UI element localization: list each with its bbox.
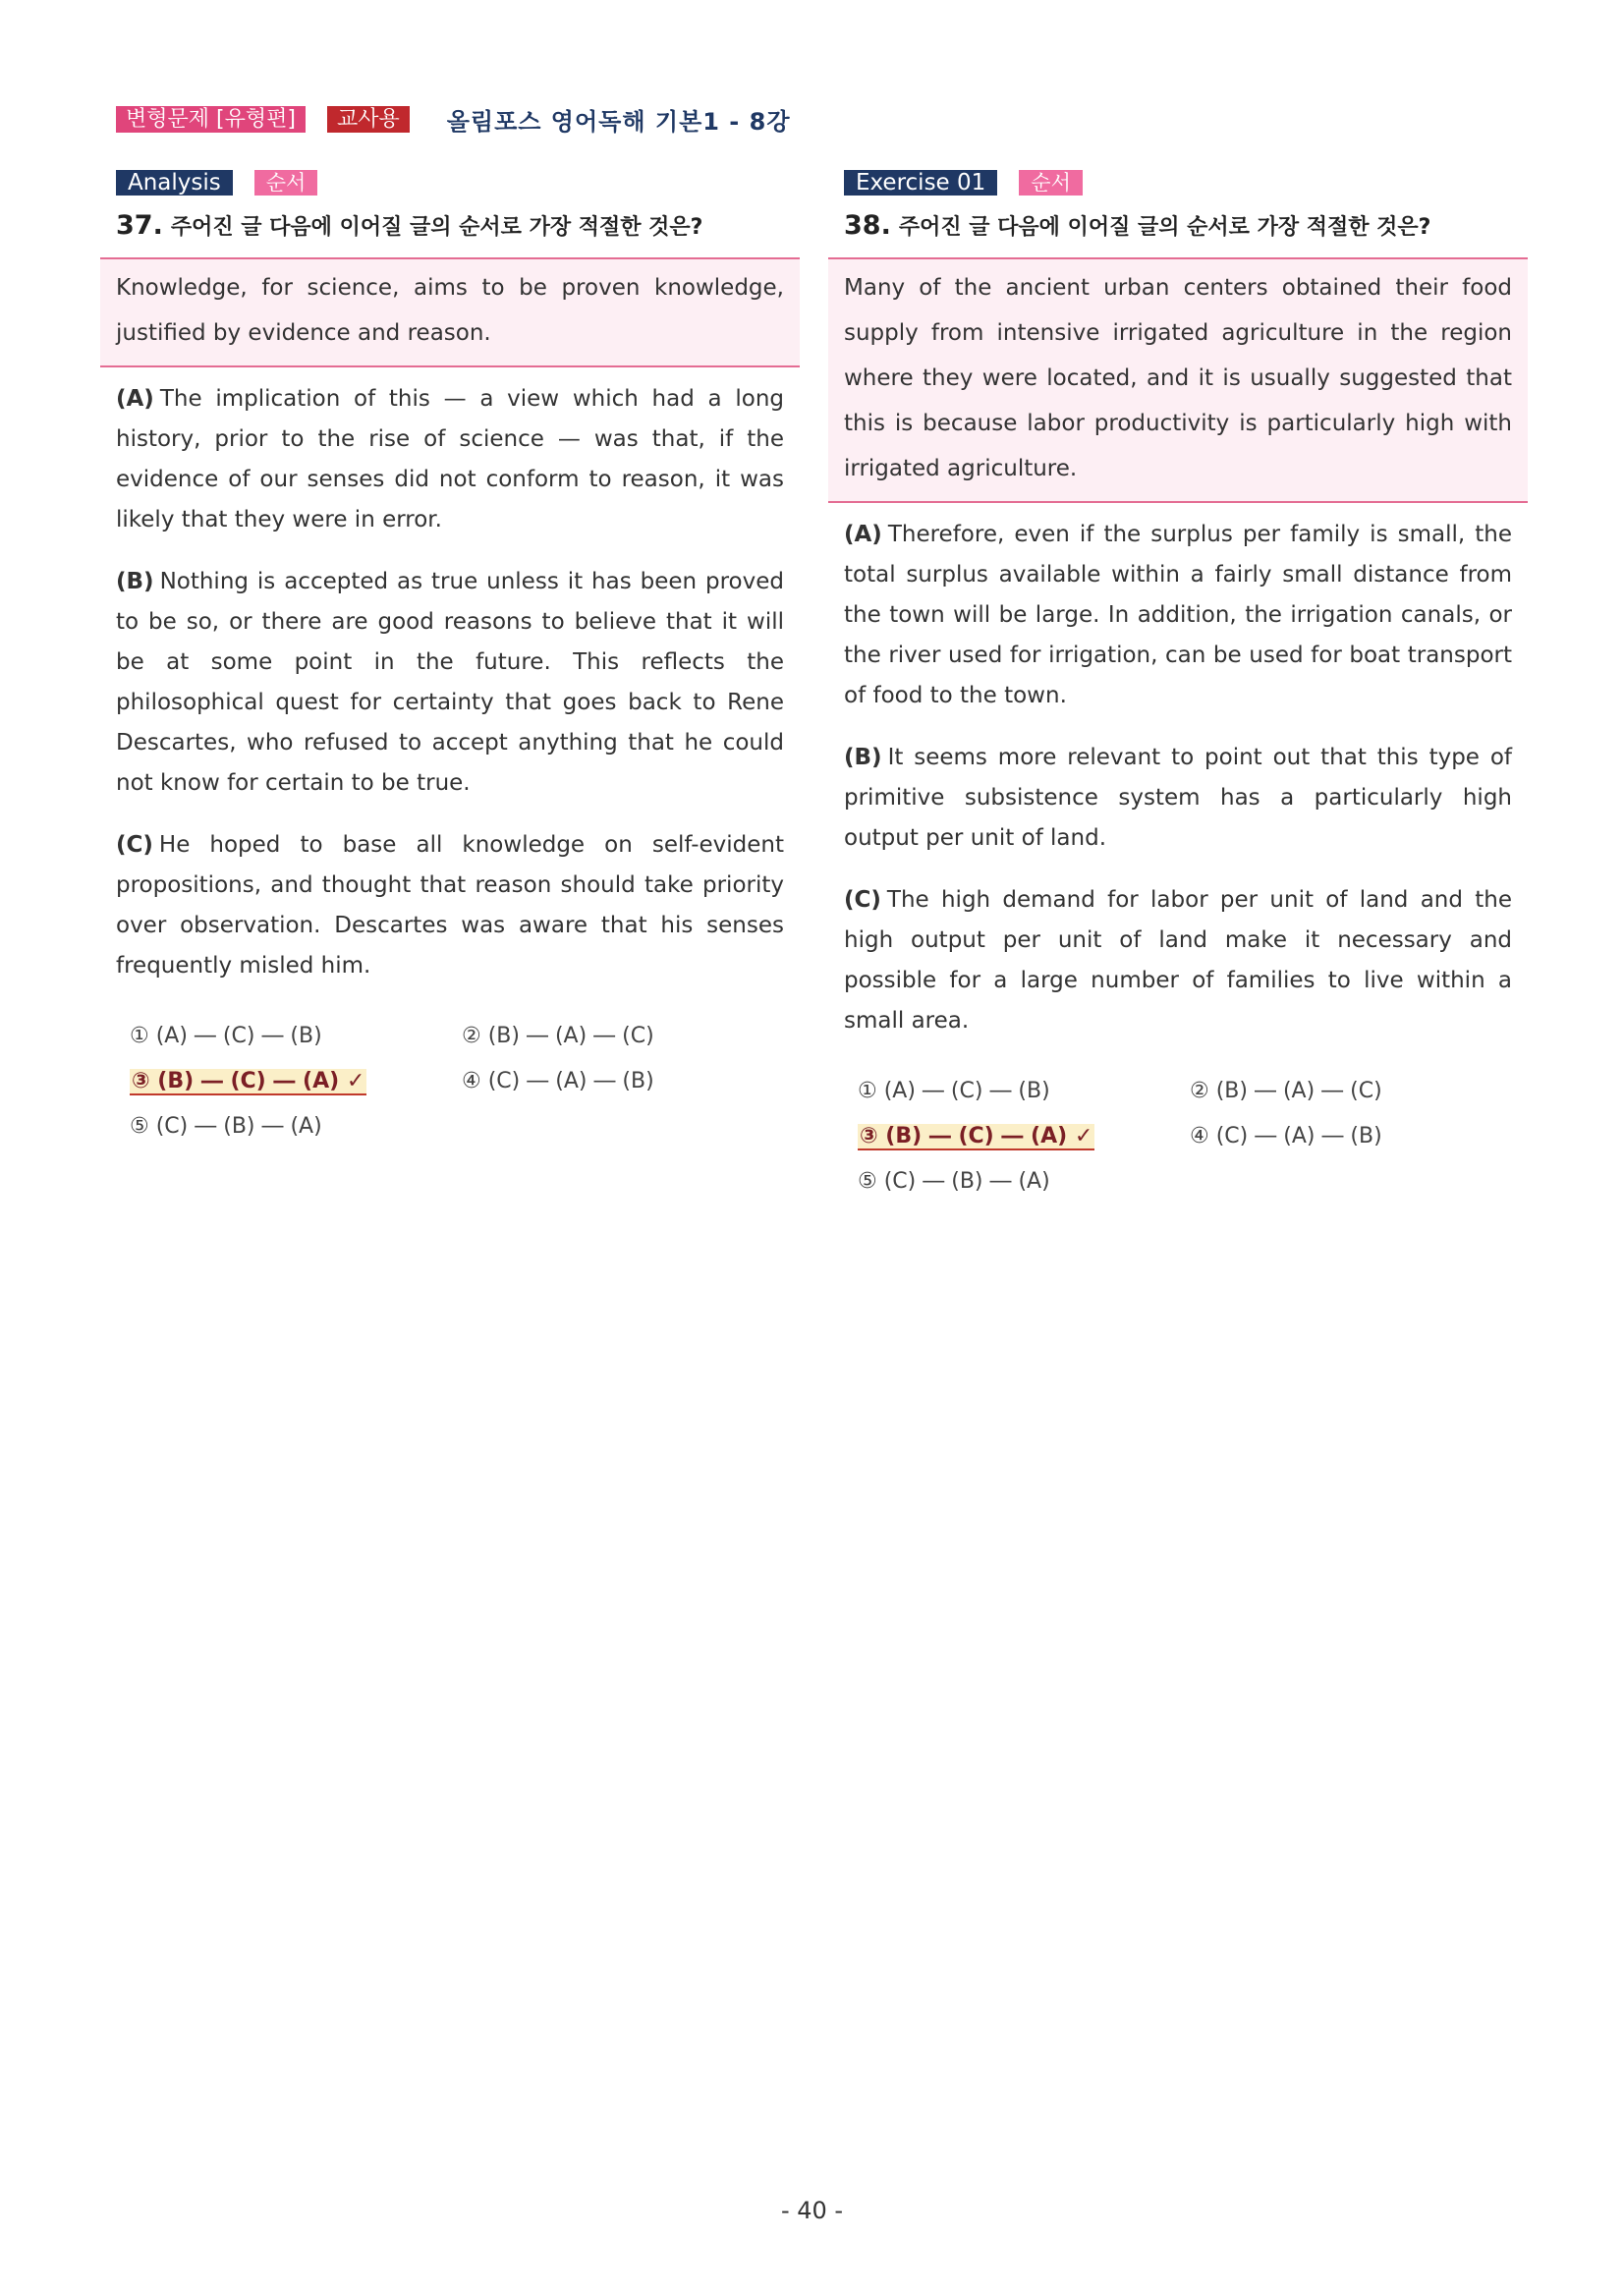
correct-answer-highlight: ③ (B) ― (C) ― (A) ✓	[132, 1069, 365, 1093]
correct-answer-highlight: ③ (B) ― (C) ― (A) ✓	[860, 1124, 1093, 1148]
question-text: 주어진 글 다음에 이어질 글의 순서로 가장 적절한 것은?	[170, 215, 703, 240]
answer-choices	[858, 1071, 1528, 1203]
paragraph-b	[844, 738, 1512, 859]
paragraph-c	[116, 825, 784, 986]
type-tag: 순서	[1019, 170, 1083, 196]
teacher-badge: 교사용	[327, 106, 410, 133]
section-tag: Exercise 01	[844, 170, 997, 196]
page-header	[116, 102, 791, 136]
paragraph-text: The implication of this — a view which had a long history, prior to the rise of science — was that, if the evidence of our senses did not conform to reason, it was likely that they were in error.	[116, 386, 784, 532]
type-tag: 순서	[254, 170, 318, 196]
question-tags	[116, 169, 800, 196]
category-badge: 변형문제 [유형편]	[116, 106, 306, 133]
given-passage: Knowledge, for science, aims to be proven knowledge, justified by evidence and reason.	[100, 257, 800, 367]
paragraph-text: He hoped to base all knowledge on self-evident propositions, and thought that reason should take priority over observation. Descartes was aware that his senses frequently misled him.	[116, 832, 784, 979]
question-title	[116, 208, 800, 244]
paragraph-text: Therefore, even if the surplus per family is small, the total surplus available within a fairly small distance from the town will be large. In addition, the irrigation canals, or the river used for irrigation, can be used for boat transport of food to the town.	[844, 522, 1512, 708]
paragraph-c	[844, 880, 1512, 1041]
question-text: 주어진 글 다음에 이어질 글의 순서로 가장 적절한 것은?	[898, 215, 1431, 240]
question-title	[844, 208, 1528, 244]
choice-1[interactable]: ① (A) ― (C) ― (B)	[858, 1079, 1050, 1103]
paragraph-a	[116, 379, 784, 540]
paragraph-label: (A)	[116, 386, 154, 412]
section-tag: Analysis	[116, 170, 233, 196]
choice-2[interactable]: ② (B) ― (A) ― (C)	[462, 1024, 654, 1048]
paragraph-b	[116, 562, 784, 804]
answer-choices	[130, 1016, 800, 1148]
question-38-column	[828, 169, 1528, 1203]
paragraph-label: (B)	[116, 569, 154, 594]
question-number: 37.	[116, 210, 163, 241]
paragraph-label: (A)	[844, 522, 882, 547]
paragraph-label: (C)	[116, 832, 153, 858]
choice-3-correct[interactable]	[858, 1116, 1190, 1157]
paragraph-text: It seems more relevant to point out that this type of primitive subsistence system has a particularly high output per unit of land.	[844, 745, 1512, 851]
paragraph-text: The high demand for labor per unit of land and the high output per unit of land make it necessary and possible for a large number of families to live within a small area.	[844, 887, 1512, 1034]
question-37-column	[100, 169, 800, 1148]
paragraph-label: (B)	[844, 745, 882, 770]
question-number: 38.	[844, 210, 891, 241]
choice-4[interactable]: ④ (C) ― (A) ― (B)	[1190, 1124, 1382, 1148]
choice-5[interactable]: ⑤ (C) ― (B) ― (A)	[130, 1114, 322, 1139]
paragraph-a	[844, 515, 1512, 716]
book-title: 올림포스 영어독해 기본1 - 8강	[446, 107, 791, 136]
paragraph-label: (C)	[844, 887, 881, 913]
given-passage: Many of the ancient urban centers obtained their food supply from intensive irrigated agriculture in the region where they were located, and it is usually suggested that this is because labor productivity is particularly high with irrigated agriculture.	[828, 257, 1528, 503]
choice-4[interactable]: ④ (C) ― (A) ― (B)	[462, 1069, 654, 1093]
question-tags	[844, 169, 1528, 196]
page-number: - 40 -	[780, 2197, 844, 2224]
paragraph-text: Nothing is accepted as true unless it has been proved to be so, or there are good reasons to believe that it will be at some point in the future. This reflects the philosophical quest for certainty that goes back to Rene Descartes, who refused to accept anything that he could not know for certain to be true.	[116, 569, 784, 796]
choice-1[interactable]: ① (A) ― (C) ― (B)	[130, 1024, 322, 1048]
choice-5[interactable]: ⑤ (C) ― (B) ― (A)	[858, 1169, 1050, 1194]
choice-2[interactable]: ② (B) ― (A) ― (C)	[1190, 1079, 1382, 1103]
choice-3-correct[interactable]	[130, 1061, 462, 1102]
